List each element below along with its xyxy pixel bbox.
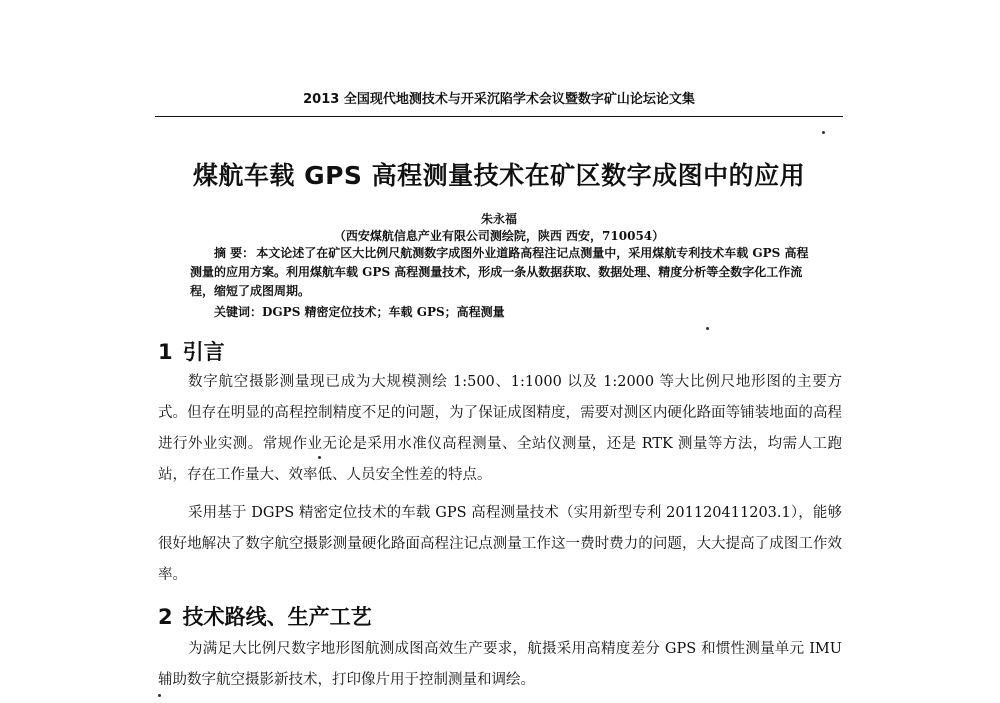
section-2-paragraph-1: 为满足大比例尺数字地形图航测成图高效生产要求，航摄采用高精度差分 GPS 和惯性测量单元 IMU 辅助数字航空摄影新技术，打印像片用于控制测量和调绘。 bbox=[158, 641, 842, 688]
keywords-text: DGPS 精密定位技术；车载 GPS；高程测量 bbox=[262, 305, 505, 319]
author-name: 朱永福 bbox=[480, 212, 517, 226]
abstract-text: 本文论述了在矿区大比例尺航测数字成图外业道路高程注记点测量中，采用煤航专利技术车载 GPS 高程测量的应用方案。利用煤航车载 GPS 高程测量技术，形成一条从数据获取、数据处理、精度分析等全数字化工作流程，缩短了成图周期。 bbox=[190, 246, 809, 298]
header-rule bbox=[155, 116, 843, 117]
running-header: 2013 全国现代地测技术与开采沉陷学术会议暨数字矿山论坛论文集 bbox=[303, 92, 695, 107]
keywords bbox=[214, 303, 814, 320]
section-heading-1 bbox=[158, 336, 225, 366]
abstract-label: 摘 要： bbox=[214, 246, 255, 260]
scan-speck bbox=[706, 327, 709, 330]
section-title: 技术路线、生产工艺 bbox=[182, 605, 372, 629]
section-1-paragraph-2: 采用基于 DGPS 精密定位技术的车载 GPS 高程测量技术（实用新型专利 201120411203.1），能够很好地解决了数字航空摄影测量硬化路面高程注记点测量工作这一费时费力的问题，大大提高了成图工作效率。 bbox=[158, 505, 842, 583]
section-1-paragraph-1: 数字航空摄影测量现已成为大规模测绘 1:500、1:1000 以及 1:2000 等大比例尺地形图的主要方式。但存在明显的高程控制精度不足的问题，为了保证成图精度，需要对测区内硬化路面等铺装地面的高程进行外业实测。常规作业无论是采用水准仪高程测量、全站仪测量，还是 RTK 测量等方法，均需人工跑站，存在工作量大、效率低、人员安全性差的特点。 bbox=[158, 374, 842, 483]
section-title: 引言 bbox=[182, 340, 225, 364]
section-heading-2 bbox=[158, 601, 372, 631]
scan-speck bbox=[822, 131, 825, 134]
section-number: 1 bbox=[158, 340, 173, 364]
section-number: 2 bbox=[158, 605, 173, 629]
scan-speck bbox=[158, 694, 161, 697]
abstract bbox=[190, 244, 818, 301]
scan-speck bbox=[318, 456, 321, 459]
keywords-label: 关键词： bbox=[214, 305, 263, 319]
paper-title: 煤航车载 GPS 高程测量技术在矿区数字成图中的应用 bbox=[192, 161, 806, 190]
author-affiliation: （西安煤航信息产业有限公司测绘院，陕西 西安，710054） bbox=[333, 229, 665, 243]
